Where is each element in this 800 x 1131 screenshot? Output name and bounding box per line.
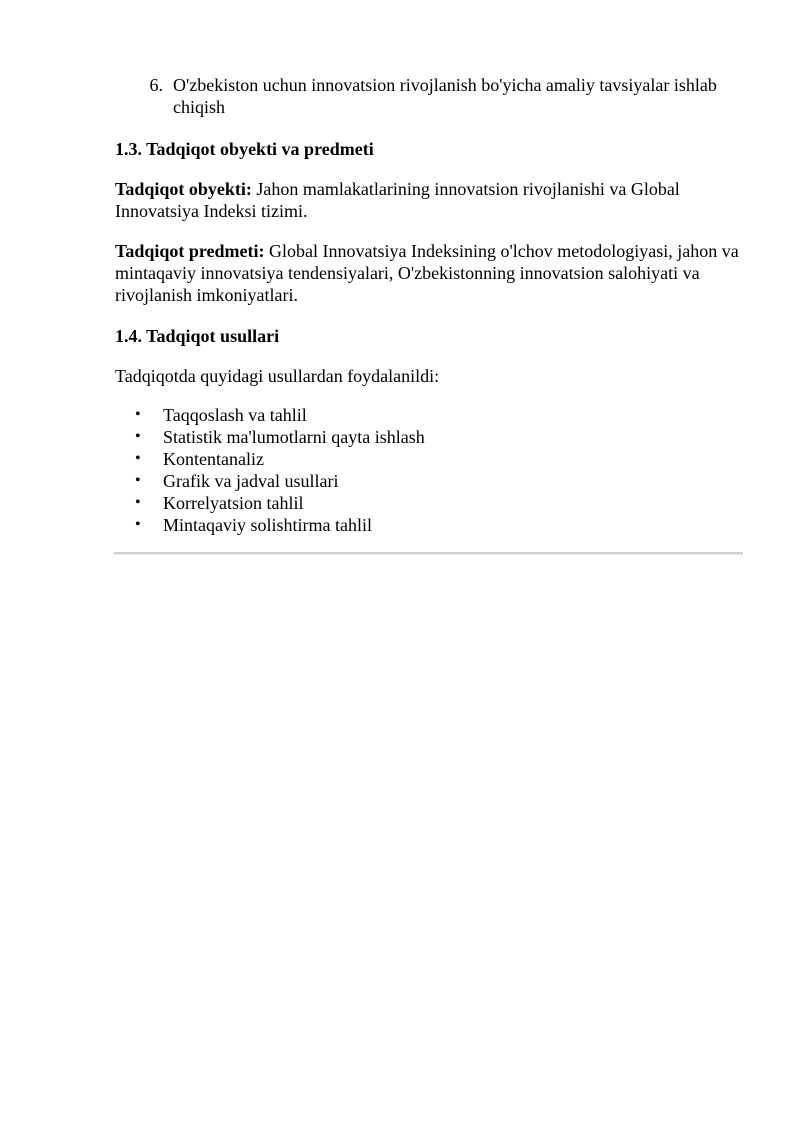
list-item (115, 448, 743, 470)
list-item (115, 470, 743, 492)
bullet-icon: • (135, 428, 141, 445)
document-page (115, 74, 743, 536)
bullet-icon: • (135, 516, 141, 533)
method-text: Statistik ma'lumotlarni qayta ishlash (163, 427, 425, 447)
list-item-text: O'zbekiston uchun innovatsion rivojlanish bo'yicha amaliy tavsiyalar ishlab chiqish (173, 75, 717, 117)
horizontal-rule (114, 552, 743, 555)
research-subject-text: Global Innovatsiya Indeksining o'lchov metodologiyasi, jahon va mintaqaviy innovatsiya tendensiyalari, O'zbekistonning innovatsion salohiyati va rivojlanish imkoniyatlari. (115, 241, 739, 305)
method-text: Grafik va jadval usullari (163, 471, 339, 491)
method-text: Mintaqaviy solishtirma tahlil (163, 515, 372, 535)
research-object-paragraph (115, 178, 743, 222)
bullet-icon: • (135, 494, 141, 511)
numbered-list-item-6 (115, 74, 743, 118)
section-heading-1-3: 1.3. Tadqiqot obyekti va predmeti (115, 139, 374, 159)
list-item (115, 514, 743, 536)
bullet-icon: • (135, 406, 141, 423)
bullet-icon: • (135, 472, 141, 489)
method-text: Korrelyatsion tahlil (163, 493, 304, 513)
research-subject-paragraph (115, 240, 743, 306)
list-item (115, 492, 743, 514)
list-item (115, 426, 743, 448)
section-heading-1-4: 1.4. Tadqiqot usullari (115, 326, 280, 346)
method-text: Kontentanaliz (163, 449, 264, 469)
list-item (115, 404, 743, 426)
methods-intro: Tadqiqotda quyidagi usullardan foydalanildi: (115, 366, 440, 386)
method-text: Taqqoslash va tahlil (163, 405, 307, 425)
bullet-icon: • (135, 450, 141, 467)
research-subject-label: Tadqiqot predmeti: (115, 241, 265, 261)
list-number: 6. (149, 75, 163, 95)
research-object-label: Tadqiqot obyekti: (115, 179, 252, 199)
research-object-text: Jahon mamlakatlarining innovatsion rivojlanishi va Global Innovatsiya Indeksi tizimi. (115, 179, 680, 221)
methods-list (115, 404, 743, 536)
